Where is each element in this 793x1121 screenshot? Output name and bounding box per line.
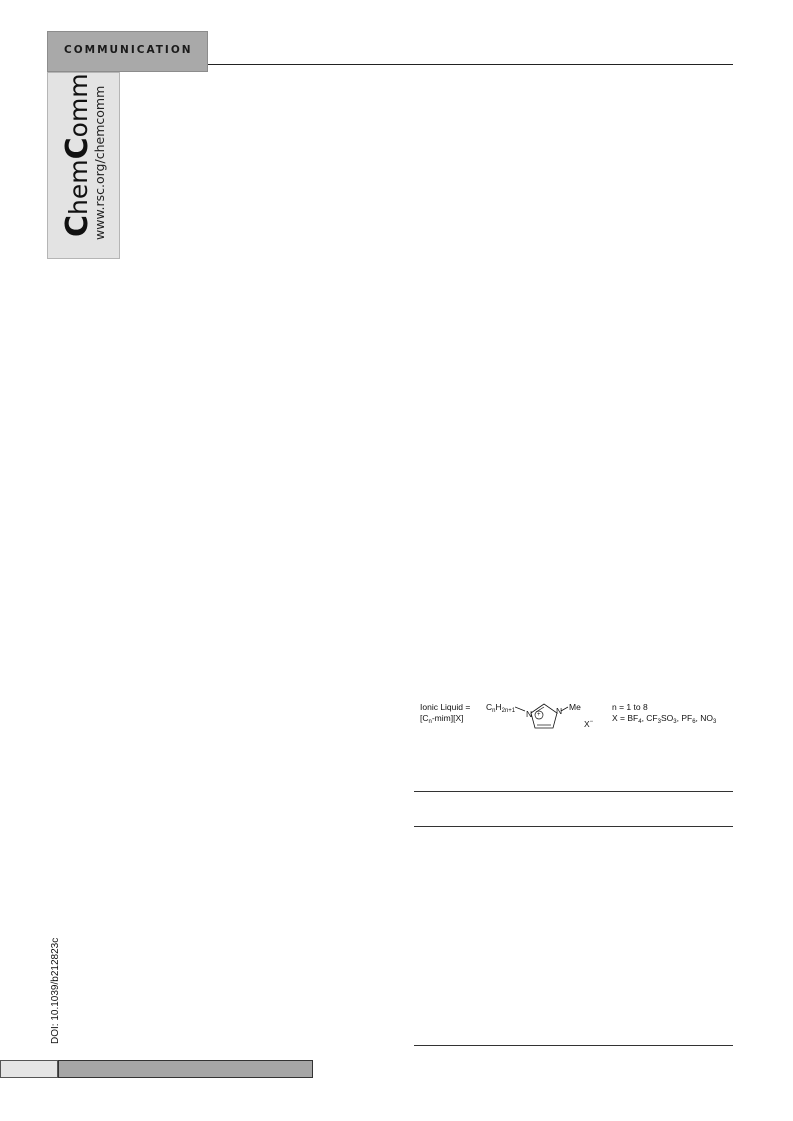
table-bottom-rule [414, 1045, 733, 1046]
footer-bar-light [0, 1060, 58, 1078]
n-range: n = 1 to 8 [612, 702, 648, 712]
ring-nitrogen-2: N [556, 706, 563, 716]
imidazolium-ring-structure [515, 697, 575, 747]
methyl-label: Me [569, 702, 581, 712]
journal-logo: ChemComm [60, 73, 95, 237]
anion-list: $X = BF_4$, $CF_3SO_3$, $PF_6$, $NO_3$ [612, 713, 717, 725]
alkyl-chain-label: $C_nH_{2n+1}$ [486, 702, 516, 714]
counter-anion: X− [584, 719, 594, 729]
ring-charge: + [537, 712, 541, 718]
header-rule [208, 64, 733, 65]
ring-nitrogen-1: N [526, 709, 533, 719]
footer-bar-dark [58, 1060, 313, 1078]
alkyl-bond [515, 707, 525, 711]
ionic-liquid-abbrev: $[C_n-mim][X]$ [420, 713, 464, 725]
table-top-rule [414, 791, 733, 792]
table-header-rule [414, 826, 733, 827]
ionic-liquid-label: Ionic Liquid = [420, 702, 471, 712]
doi-label[interactable]: DOI: 10.1039/b212823c [50, 937, 61, 1044]
journal-url[interactable]: www.rsc.org/chemcomm [92, 85, 107, 240]
section-label: COMMUNICATION [64, 44, 193, 56]
